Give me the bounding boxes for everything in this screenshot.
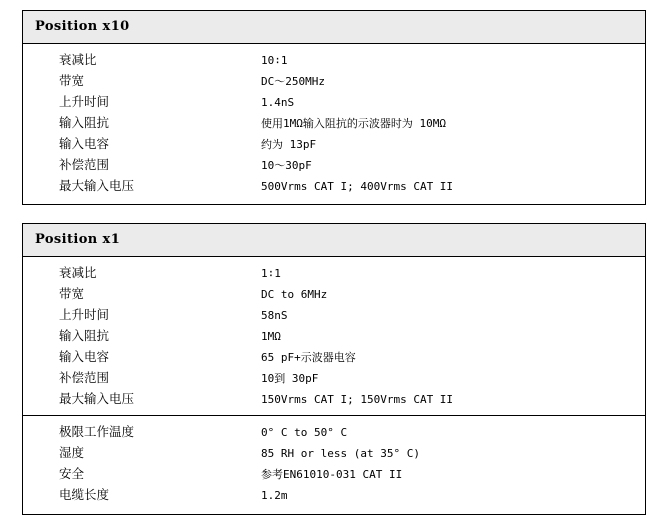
table-row (23, 422, 645, 443)
row-value: 参考EN61010-031 CAT II (261, 468, 403, 481)
table-row (23, 92, 645, 113)
row-label: 上升时间 (59, 95, 110, 109)
table-row (23, 176, 645, 197)
spec-table-position-x10 (22, 10, 646, 205)
row-label: 带宽 (59, 287, 85, 301)
table-row (23, 347, 645, 368)
row-label: 输入电容 (59, 350, 110, 364)
row-value: 10∶1 (261, 54, 288, 67)
row-label: 补偿范围 (59, 371, 110, 385)
row-value: 10到 30pF (261, 372, 319, 385)
table-title: Position x1 (23, 224, 645, 257)
row-value: DC～250MHz (261, 75, 325, 88)
row-value: 10～30pF (261, 159, 312, 172)
row-value: 500Vrms CAT I; 400Vrms CAT II (261, 180, 454, 193)
table-row (23, 443, 645, 464)
row-label: 电缆长度 (59, 488, 110, 502)
row-label: 最大输入电压 (59, 392, 135, 406)
row-label: 输入阻抗 (59, 116, 110, 130)
row-value: 85 RH or less (at 35° C) (261, 447, 420, 460)
table-title: Position x10 (23, 11, 645, 44)
table-row (23, 50, 645, 71)
row-label: 最大输入电压 (59, 179, 135, 193)
row-value: 1.2m (261, 489, 288, 502)
row-label: 上升时间 (59, 308, 110, 322)
table-row (23, 113, 645, 134)
table-row (23, 326, 645, 347)
table-body (23, 257, 645, 514)
row-value: 58nS (261, 309, 288, 322)
row-label: 输入阻抗 (59, 329, 110, 343)
table-body (23, 44, 645, 204)
table-row (23, 485, 645, 506)
row-label: 衰减比 (59, 266, 97, 280)
table-row (23, 464, 645, 485)
row-label: 补偿范围 (59, 158, 110, 172)
row-value: 150Vrms CAT I; 150Vrms CAT II (261, 393, 454, 406)
row-value: 1.4nS (261, 96, 295, 109)
row-value: 约为 13pF (261, 138, 317, 151)
row-value: 0° C to 50° C (261, 426, 348, 439)
row-value: DC to 6MHz (261, 288, 328, 301)
table-row (23, 284, 645, 305)
row-value: 1∶1 (261, 267, 281, 280)
row-label: 湿度 (59, 446, 85, 460)
spec-table-position-x1 (22, 223, 646, 515)
table-row (23, 305, 645, 326)
row-label: 带宽 (59, 74, 85, 88)
row-label: 安全 (59, 467, 85, 481)
table-row (23, 155, 645, 176)
table-row (23, 134, 645, 155)
row-value: 65 pF+示波器电容 (261, 351, 356, 364)
row-label: 衰减比 (59, 53, 97, 67)
row-group-divider (23, 415, 645, 416)
row-value: 使用1MΩ输入阻抗的示波器时为 10MΩ (261, 117, 446, 130)
table-row (23, 368, 645, 389)
table-row (23, 389, 645, 410)
table-row (23, 71, 645, 92)
row-label: 输入电容 (59, 137, 110, 151)
table-row (23, 263, 645, 284)
row-label: 极限工作温度 (59, 425, 135, 439)
row-value: 1MΩ (261, 330, 281, 343)
